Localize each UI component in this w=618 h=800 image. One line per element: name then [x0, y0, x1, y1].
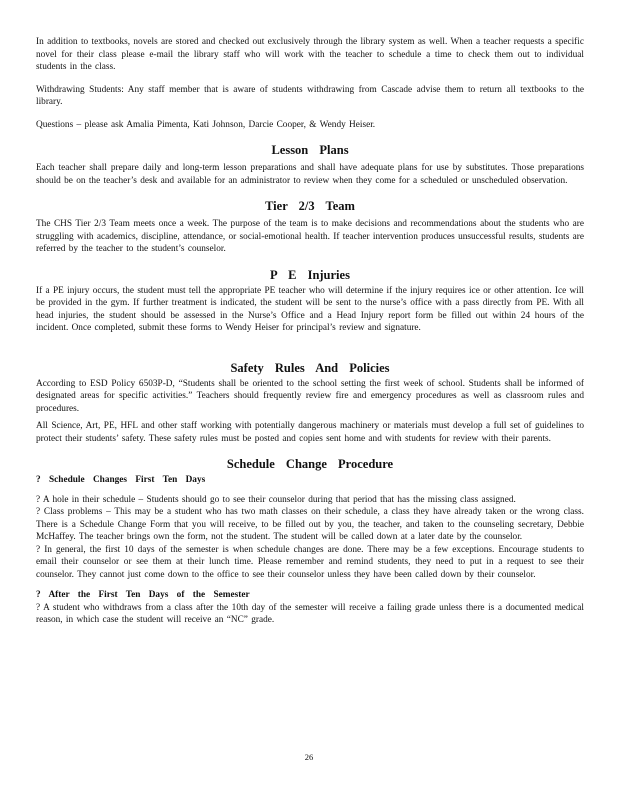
questions-paragraph: Questions – please ask Amalia Pimenta, Kati Johnson, Darcie Cooper, & Wendy Heiser. — [36, 119, 376, 130]
pe-injuries-paragraph: If a PE injury occurs, the student must tell the appropriate PE teacher who will determine if the injury requires ice or other attention. Ice will be provided in the gym. If further treatment is indicated, the student will be sent to the nurse’s office with a pass directly from PE. With all head injuries, the student should be assessed in the Nurse’s Office and a Head Injury report form be filled out within 24 hours of the incident. Once completed, submit these forms to Wendy Heiser for principal’s review and signature. — [36, 285, 584, 333]
after-ten-days-subheading: ? After the First Ten Days of the Semester — [36, 590, 250, 600]
in-general-item: ? In general, the first 10 days of the semester is when schedule changes are done. There may be a few exceptions. Encourage students to email their counselor or see them at their lunch time. Please remember and remind students, they need to put in a request to see their counselor. They cannot just come down to the office to see their counselor unless they have been called down by their counselor. — [36, 544, 584, 580]
page-number: 26 — [304, 752, 314, 762]
pe-injuries-heading: P E Injuries — [270, 267, 350, 282]
safety-heading: Safety Rules And Policies — [230, 360, 390, 375]
lesson-plans-paragraph: Each teacher shall prepare daily and long-term lesson preparations and shall have adequate plans for use by substitutes. Those preparations should be on the teacher’s desk and available for an administrator to review when they come for a scheduled or unscheduled observation. — [36, 163, 584, 186]
safety-paragraph-2: All Science, Art, PE, HFL and other staff working with potentially dangerous machinery or materials must develop a full set of guidelines to protect their students’ safety. These safety rules must be posted and copies sent home and with students for review with their parents. — [36, 421, 584, 444]
schedule-change-heading: Schedule Change Procedure — [226, 457, 394, 471]
safety-paragraph-1: According to ESD Policy 6503P-D, “Students shall be oriented to the school setting the first week of school. Students shall be informed of designated areas for specific activities.” Teachers should frequently review fire and emergency procedures as well as classroom rules and procedures. — [36, 378, 584, 414]
withdrawing-paragraph: Withdrawing Students: Any staff member that is aware of students withdrawing from Cascade advise them to return all textbooks to the library. — [36, 84, 584, 107]
hole-in-schedule-item: ? A hole in their schedule – Students should go to see their counselor during that period that has the missing class assigned. — [36, 494, 516, 505]
lesson-plans-heading: Lesson Plans — [271, 143, 349, 157]
document-page — [36, 36, 584, 627]
withdraw-after-item: ? A student who withdraws from a class after the 10th day of the semester will receive a failing grade unless there is a documented medical reason, in which case the student will receive an “NC” grade. — [36, 602, 584, 625]
tier-team-heading: Tier 2/3 Team — [265, 199, 355, 213]
first-ten-days-subheading: ? Schedule Changes First Ten Days — [36, 475, 206, 485]
textbooks-paragraph: In addition to textbooks, novels are stored and checked out exclusively through the library system as well. When a teacher requests a specific novel for their class please e-mail the library staff who will work with the teacher to schedule a time to check them out to individual students in the class. — [36, 37, 584, 72]
class-problems-item: ? Class problems – This may be a student who has two math classes on their schedule, a class they have already taken or the wrong class. There is a Schedule Change Form that you will receive, to be filled out by you, the teacher, and taken to the counseling secretary, Debbie McHaffey. The teacher brings own the form, not the student. The student will be called down at a later date by the counselor. — [36, 507, 584, 542]
tier-team-paragraph: The CHS Tier 2/3 Team meets once a week. The purpose of the team is to make decisions and recommendations about the students who are struggling with academics, discipline, attendance, or social-emotional health. If teacher intervention produces unsuccessful results, students are referred by the teacher to the student’s counselor. — [36, 219, 584, 254]
